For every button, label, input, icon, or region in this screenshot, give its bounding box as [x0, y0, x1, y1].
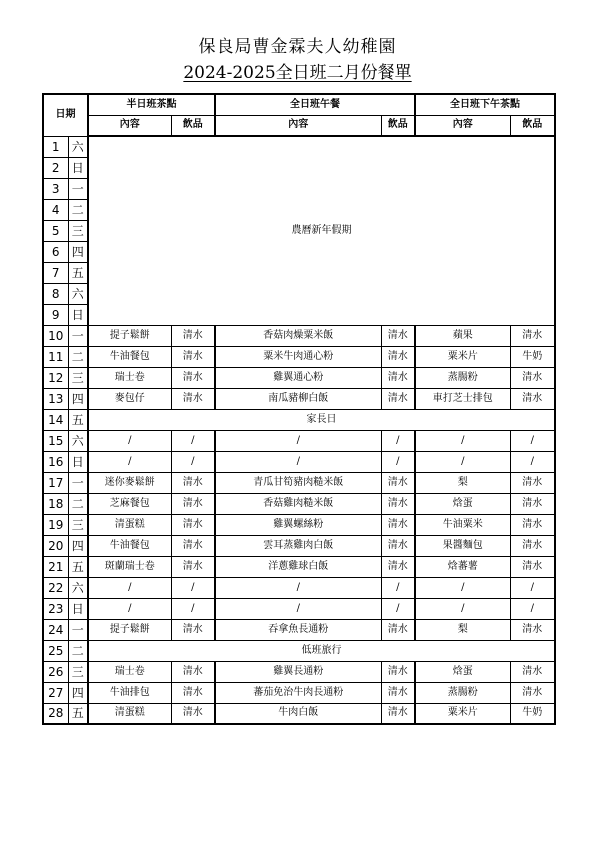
weekday-cell: 六 — [68, 136, 88, 157]
afternoon-snack-cell: 梨 — [415, 472, 510, 493]
table-row — [43, 514, 555, 535]
afternoon-drink-cell: 清水 — [510, 619, 555, 640]
half-day-drink-cell: 清水 — [171, 682, 215, 703]
half-day-snack-cell: 斑蘭瑞士卷 — [88, 556, 171, 577]
lunch-drink-cell: 清水 — [381, 346, 415, 367]
lunch-cell: 洋蔥雞球白飯 — [215, 556, 381, 577]
date-cell: 16 — [43, 451, 68, 472]
lunch-cell: / — [215, 430, 381, 451]
half-day-drink-cell: 清水 — [171, 703, 215, 724]
lunch-drink-cell: 清水 — [381, 472, 415, 493]
afternoon-drink-cell: 清水 — [510, 388, 555, 409]
table-row — [43, 556, 555, 577]
weekday-cell: 三 — [68, 367, 88, 388]
afternoon-snack-cell: 蒸腸粉 — [415, 367, 510, 388]
lunch-cell: / — [215, 451, 381, 472]
date-cell: 26 — [43, 661, 68, 682]
table-row — [43, 325, 555, 346]
date-cell: 22 — [43, 577, 68, 598]
lunch-cell: 香菇雞肉糙米飯 — [215, 493, 381, 514]
date-cell: 24 — [43, 619, 68, 640]
date-cell: 6 — [43, 241, 68, 262]
date-cell: 20 — [43, 535, 68, 556]
half-day-drink-cell: 清水 — [171, 493, 215, 514]
table-row — [43, 640, 555, 661]
weekday-cell: 四 — [68, 388, 88, 409]
lunch-drink-cell: 清水 — [381, 556, 415, 577]
afternoon-snack-cell: 果醬麵包 — [415, 535, 510, 556]
weekday-cell: 一 — [68, 619, 88, 640]
afternoon-drink-cell: 清水 — [510, 472, 555, 493]
lunch-cell: 雞翼長通粉 — [215, 661, 381, 682]
table-row — [43, 703, 555, 724]
half-day-snack-cell: / — [88, 430, 171, 451]
afternoon-drink-cell: / — [510, 598, 555, 619]
date-cell: 7 — [43, 262, 68, 283]
date-cell: 19 — [43, 514, 68, 535]
lunch-drink-cell: 清水 — [381, 367, 415, 388]
half-day-drink-cell: 清水 — [171, 325, 215, 346]
weekday-cell: 五 — [68, 262, 88, 283]
lunch-cell: 吞拿魚長通粉 — [215, 619, 381, 640]
lunch-drink-cell: 清水 — [381, 535, 415, 556]
weekday-cell: 日 — [68, 304, 88, 325]
weekday-cell: 一 — [68, 325, 88, 346]
half-day-snack-cell: 牛油排包 — [88, 682, 171, 703]
weekday-cell: 五 — [68, 409, 88, 430]
table-row — [43, 577, 555, 598]
date-cell: 28 — [43, 703, 68, 724]
weekday-cell: 一 — [68, 472, 88, 493]
table-row — [43, 598, 555, 619]
half-day-drink-cell: / — [171, 430, 215, 451]
afternoon-snack-cell: 焓蕃薯 — [415, 556, 510, 577]
afternoon-drink-cell: 清水 — [510, 367, 555, 388]
lunch-drink-cell: 清水 — [381, 661, 415, 682]
date-cell: 9 — [43, 304, 68, 325]
lunch-cell: 青瓜甘筍豬肉糙米飯 — [215, 472, 381, 493]
afternoon-snack-cell: 牛油粟米 — [415, 514, 510, 535]
afternoon-drink-cell: 牛奶 — [510, 703, 555, 724]
menu-table — [42, 93, 556, 725]
event-cell: 低班旅行 — [88, 640, 555, 661]
lunch-cell: 南瓜豬柳白飯 — [215, 388, 381, 409]
weekday-cell: 六 — [68, 577, 88, 598]
lunch-drink-cell: 清水 — [381, 325, 415, 346]
header-half-day-snack: 半日班茶點 — [88, 94, 215, 115]
table-row — [43, 346, 555, 367]
half-day-snack-cell: 提子鬆餅 — [88, 325, 171, 346]
half-day-snack-cell: 瑞士卷 — [88, 367, 171, 388]
weekday-cell: 二 — [68, 199, 88, 220]
header-drink: 飲品 — [510, 115, 555, 136]
date-cell: 17 — [43, 472, 68, 493]
date-cell: 8 — [43, 283, 68, 304]
half-day-snack-cell: / — [88, 451, 171, 472]
date-cell: 3 — [43, 178, 68, 199]
afternoon-snack-cell: / — [415, 577, 510, 598]
weekday-cell: 三 — [68, 661, 88, 682]
lunch-cell: 粟米牛肉通心粉 — [215, 346, 381, 367]
weekday-cell: 二 — [68, 493, 88, 514]
header-full-day-lunch: 全日班午餐 — [215, 94, 415, 115]
afternoon-snack-cell: / — [415, 451, 510, 472]
lunch-drink-cell: 清水 — [381, 388, 415, 409]
half-day-drink-cell: 清水 — [171, 556, 215, 577]
afternoon-drink-cell: 清水 — [510, 493, 555, 514]
lunch-drink-cell: / — [381, 577, 415, 598]
lunch-cell: / — [215, 577, 381, 598]
afternoon-snack-cell: 梨 — [415, 619, 510, 640]
afternoon-drink-cell: / — [510, 451, 555, 472]
date-cell: 21 — [43, 556, 68, 577]
lunch-drink-cell: 清水 — [381, 619, 415, 640]
header-drink: 飲品 — [171, 115, 215, 136]
date-cell: 25 — [43, 640, 68, 661]
half-day-snack-cell: 牛油餐包 — [88, 535, 171, 556]
date-cell: 18 — [43, 493, 68, 514]
half-day-drink-cell: 清水 — [171, 472, 215, 493]
header-content: 內容 — [215, 115, 381, 136]
half-day-snack-cell: / — [88, 598, 171, 619]
half-day-snack-cell: 迷你麥鬆餅 — [88, 472, 171, 493]
afternoon-drink-cell: 清水 — [510, 535, 555, 556]
weekday-cell: 三 — [68, 514, 88, 535]
lunch-cell: / — [215, 598, 381, 619]
date-cell: 5 — [43, 220, 68, 241]
lunch-drink-cell: 清水 — [381, 514, 415, 535]
date-cell: 2 — [43, 157, 68, 178]
header-date: 日期 — [43, 94, 88, 136]
half-day-snack-cell: 瑞士卷 — [88, 661, 171, 682]
holiday-cell: 農曆新年假期 — [88, 136, 555, 325]
weekday-cell: 四 — [68, 535, 88, 556]
table-row — [43, 409, 555, 430]
date-cell: 12 — [43, 367, 68, 388]
lunch-drink-cell: 清水 — [381, 682, 415, 703]
weekday-cell: 六 — [68, 283, 88, 304]
weekday-cell: 四 — [68, 682, 88, 703]
menu-title — [0, 58, 595, 83]
table-row — [43, 661, 555, 682]
date-cell: 27 — [43, 682, 68, 703]
lunch-drink-cell: 清水 — [381, 493, 415, 514]
table-row — [43, 682, 555, 703]
lunch-cell: 雞翼螺絲粉 — [215, 514, 381, 535]
afternoon-snack-cell: 蘋果 — [415, 325, 510, 346]
half-day-drink-cell: 清水 — [171, 619, 215, 640]
lunch-cell: 蕃茄免治牛肉長通粉 — [215, 682, 381, 703]
table-row — [43, 472, 555, 493]
weekday-cell: 日 — [68, 451, 88, 472]
afternoon-snack-cell: 蒸腸粉 — [415, 682, 510, 703]
half-day-drink-cell: / — [171, 598, 215, 619]
half-day-drink-cell: 清水 — [171, 514, 215, 535]
header-content: 內容 — [415, 115, 510, 136]
afternoon-drink-cell: / — [510, 577, 555, 598]
half-day-snack-cell: 芝麻餐包 — [88, 493, 171, 514]
header-afternoon-snack: 全日班下午茶點 — [415, 94, 555, 115]
weekday-cell: 日 — [68, 157, 88, 178]
lunch-cell: 雞翼通心粉 — [215, 367, 381, 388]
date-cell: 1 — [43, 136, 68, 157]
afternoon-snack-cell: 粟米片 — [415, 703, 510, 724]
half-day-drink-cell: / — [171, 451, 215, 472]
menu-title-text: 2024-2025全日班二月份餐單 — [183, 63, 412, 83]
half-day-drink-cell: 清水 — [171, 388, 215, 409]
afternoon-snack-cell: 焓蛋 — [415, 661, 510, 682]
half-day-snack-cell: 牛油餐包 — [88, 346, 171, 367]
lunch-drink-cell: / — [381, 430, 415, 451]
afternoon-snack-cell: 粟米片 — [415, 346, 510, 367]
afternoon-snack-cell: / — [415, 598, 510, 619]
date-cell: 10 — [43, 325, 68, 346]
half-day-snack-cell: 提子鬆餅 — [88, 619, 171, 640]
date-cell: 14 — [43, 409, 68, 430]
afternoon-drink-cell: 清水 — [510, 556, 555, 577]
afternoon-drink-cell: 清水 — [510, 682, 555, 703]
table-row — [43, 136, 555, 157]
date-cell: 13 — [43, 388, 68, 409]
half-day-snack-cell: 麥包仔 — [88, 388, 171, 409]
afternoon-drink-cell: 牛奶 — [510, 346, 555, 367]
table-row — [43, 388, 555, 409]
lunch-drink-cell: / — [381, 598, 415, 619]
lunch-drink-cell: / — [381, 451, 415, 472]
weekday-cell: 三 — [68, 220, 88, 241]
half-day-snack-cell: / — [88, 577, 171, 598]
lunch-cell: 雲耳蒸雞肉白飯 — [215, 535, 381, 556]
lunch-cell: 牛肉白飯 — [215, 703, 381, 724]
afternoon-snack-cell: 焓蛋 — [415, 493, 510, 514]
school-name: 保良局曹金霖夫人幼稚園 — [198, 37, 397, 57]
weekday-cell: 五 — [68, 703, 88, 724]
afternoon-drink-cell: 清水 — [510, 514, 555, 535]
afternoon-snack-cell: 車打芝士排包 — [415, 388, 510, 409]
half-day-snack-cell: 清蛋糕 — [88, 703, 171, 724]
date-cell: 15 — [43, 430, 68, 451]
table-row — [43, 619, 555, 640]
table-row — [43, 430, 555, 451]
half-day-drink-cell: 清水 — [171, 367, 215, 388]
header-content: 內容 — [88, 115, 171, 136]
weekday-cell: 二 — [68, 346, 88, 367]
date-cell: 4 — [43, 199, 68, 220]
date-cell: 23 — [43, 598, 68, 619]
table-row — [43, 493, 555, 514]
date-cell: 11 — [43, 346, 68, 367]
half-day-drink-cell: 清水 — [171, 661, 215, 682]
afternoon-drink-cell: / — [510, 430, 555, 451]
half-day-drink-cell: 清水 — [171, 346, 215, 367]
afternoon-drink-cell: 清水 — [510, 325, 555, 346]
table-row — [43, 451, 555, 472]
weekday-cell: 二 — [68, 640, 88, 661]
half-day-drink-cell: / — [171, 577, 215, 598]
afternoon-snack-cell: / — [415, 430, 510, 451]
lunch-drink-cell: 清水 — [381, 703, 415, 724]
table-row — [43, 367, 555, 388]
lunch-cell: 香菇肉燥粟米飯 — [215, 325, 381, 346]
weekday-cell: 五 — [68, 556, 88, 577]
event-cell: 家長日 — [88, 409, 555, 430]
weekday-cell: 四 — [68, 241, 88, 262]
half-day-snack-cell: 清蛋糕 — [88, 514, 171, 535]
header-drink: 飲品 — [381, 115, 415, 136]
table-row — [43, 535, 555, 556]
weekday-cell: 一 — [68, 178, 88, 199]
afternoon-drink-cell: 清水 — [510, 661, 555, 682]
weekday-cell: 六 — [68, 430, 88, 451]
half-day-drink-cell: 清水 — [171, 535, 215, 556]
weekday-cell: 日 — [68, 598, 88, 619]
